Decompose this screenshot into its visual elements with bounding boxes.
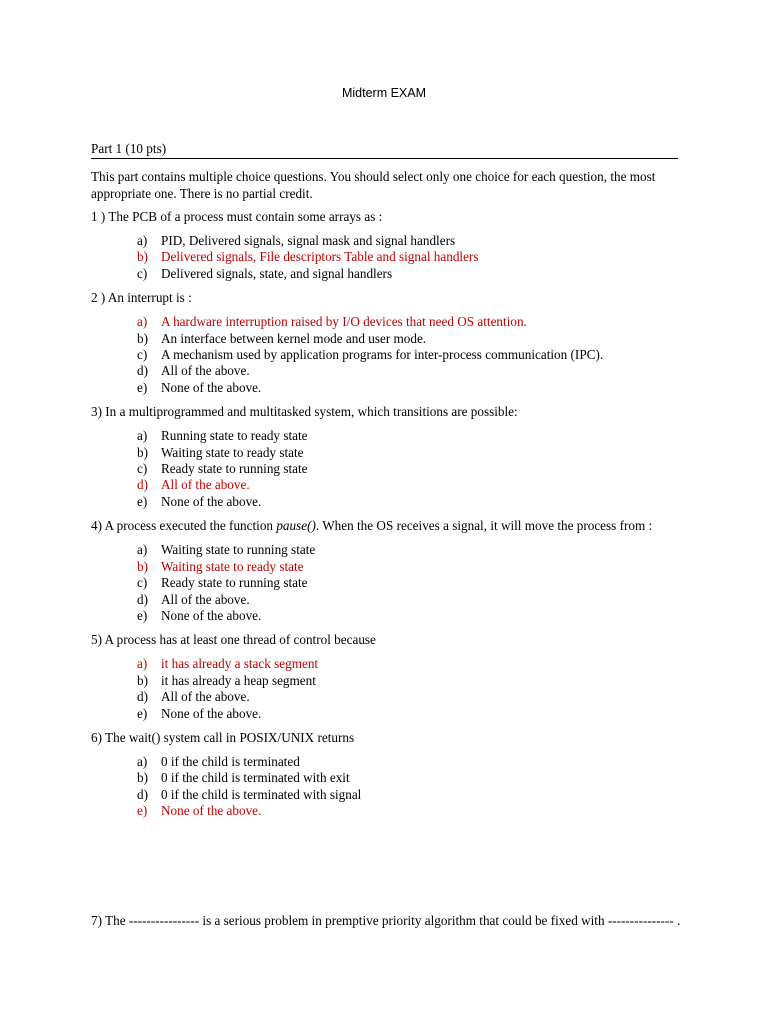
question-text — [91, 518, 681, 534]
question-3 — [91, 404, 681, 510]
instructions-paragraph: This part contains multiple choice questions. You should select only one choice for each question, the most appropriate one. There is no partial credit. — [91, 169, 656, 201]
choice-item — [91, 673, 681, 689]
choice-letter: e) — [137, 379, 148, 395]
choice-list — [91, 656, 681, 722]
choice-letter: a) — [137, 542, 148, 558]
choice-text: PID, Delivered signals, signal mask and signal handlers — [161, 233, 456, 248]
choice-item — [91, 803, 681, 819]
choice-list — [91, 542, 681, 624]
choice-item — [91, 477, 681, 493]
question-4 — [91, 518, 681, 624]
choice-letter: c) — [137, 575, 148, 591]
choice-letter: b) — [137, 770, 148, 786]
choice-letter: a) — [137, 314, 148, 330]
choice-item — [91, 428, 681, 444]
choice-text: 0 if the child is terminated — [161, 753, 300, 769]
choice-text: 0 if the child is terminated with signal — [161, 786, 362, 802]
choice-text: Delivered signals, File descriptors Table and signal handlers — [161, 249, 479, 265]
choice-letter: c) — [137, 461, 148, 477]
choice-letter: e) — [137, 705, 148, 721]
choice-letter: d) — [137, 477, 148, 493]
choice-item — [91, 656, 681, 672]
choice-item — [91, 380, 681, 396]
choice-text: None of the above. — [161, 379, 262, 395]
choice-text: A hardware interruption raised by I/O devices that need OS attention. — [161, 314, 527, 330]
question-text: 1 ) The PCB of a process must contain some arrays as : — [91, 209, 383, 224]
choice-letter: a) — [137, 753, 148, 769]
choice-text: All of the above. — [161, 363, 250, 379]
question-text-part: 4) A process executed the function — [91, 518, 277, 534]
choice-letter: b) — [137, 249, 148, 265]
choice-item — [91, 461, 681, 477]
choice-letter: c) — [137, 347, 148, 363]
choice-text: A mechanism used by application programs for inter-process communication (IPC). — [161, 347, 604, 363]
question-5 — [91, 632, 681, 722]
choice-letter: d) — [137, 363, 148, 379]
choice-letter: a) — [137, 656, 148, 672]
choice-item — [91, 689, 681, 705]
choice-text: it has already a stack segment — [161, 656, 319, 672]
question-2 — [91, 290, 681, 396]
choice-text: None of the above. — [161, 493, 262, 509]
choice-letter: a) — [137, 233, 148, 248]
choice-text: All of the above. — [161, 477, 250, 493]
choice-item — [91, 608, 681, 624]
choice-letter: a) — [137, 428, 148, 444]
choice-item — [91, 249, 681, 265]
choice-text: Ready state to running state — [161, 461, 308, 477]
choice-letter: b) — [137, 672, 148, 688]
questions-section — [91, 168, 681, 828]
choice-letter: b) — [137, 444, 148, 460]
choice-item — [91, 347, 681, 363]
choice-letter: d) — [137, 591, 148, 607]
choice-list — [91, 314, 681, 396]
choice-item — [91, 331, 681, 347]
choice-item — [91, 494, 681, 510]
choice-letter: e) — [137, 803, 148, 819]
choice-text: All of the above. — [161, 689, 250, 705]
choice-item — [91, 559, 681, 575]
question-7: 7) The ---------------- is a serious problem in premptive priority algorithm that could be fixed with --------------- . — [91, 913, 681, 929]
choice-item — [91, 706, 681, 722]
choice-item — [91, 592, 681, 608]
choice-item — [91, 445, 681, 461]
choice-text: Waiting state to ready state — [161, 558, 304, 574]
choice-item — [91, 787, 681, 803]
choice-text: Running state to ready state — [161, 428, 308, 444]
choice-letter: e) — [137, 607, 148, 623]
choice-letter: b) — [137, 330, 148, 346]
question-text: 5) A process has at least one thread of control because — [91, 632, 376, 648]
choice-item — [91, 233, 681, 249]
question-text: 6) The wait() system call in POSIX/UNIX returns — [91, 729, 355, 745]
choice-letter: d) — [137, 689, 148, 705]
choice-letter: b) — [137, 558, 148, 574]
function-name: pause() — [276, 518, 316, 534]
choice-item — [91, 575, 681, 591]
choice-text: Ready state to running state — [161, 575, 308, 591]
choice-list — [91, 233, 681, 282]
part-heading: Part 1 (10 pts) — [91, 141, 678, 159]
choice-letter: e) — [137, 493, 148, 509]
choice-list — [91, 428, 681, 510]
question-text: 3) In a multiprogrammed and multitasked system, which transitions are possible: — [91, 404, 518, 420]
choice-text: None of the above. — [161, 705, 262, 721]
choice-letter: d) — [137, 786, 148, 802]
choice-text: it has already a heap segment — [161, 672, 316, 688]
choice-text: All of the above. — [161, 591, 250, 607]
choice-item — [91, 363, 681, 379]
question-text-part: . When the OS receives a signal, it will move the process from : — [315, 518, 653, 534]
choice-text: None of the above. — [161, 607, 262, 623]
choice-item — [91, 770, 681, 786]
choice-text: An interface between kernel mode and user mode. — [161, 330, 427, 346]
choice-letter: c) — [137, 265, 148, 281]
choice-item — [91, 314, 681, 330]
question-text: 2 ) An interrupt is : — [91, 290, 192, 306]
choice-text: Waiting state to ready state — [161, 444, 304, 460]
choice-item — [91, 754, 681, 770]
choice-list — [91, 754, 681, 820]
choice-item — [91, 266, 681, 282]
choice-text: Waiting state to running state — [161, 542, 316, 558]
choice-text: Delivered signals, state, and signal handlers — [161, 265, 393, 281]
page-title: Midterm EXAM — [341, 86, 427, 100]
choice-item — [91, 542, 681, 558]
choice-text: 0 if the child is terminated with exit — [161, 770, 350, 786]
question-1 — [91, 209, 681, 282]
question-6 — [91, 730, 681, 820]
choice-text: None of the above. — [161, 803, 262, 819]
